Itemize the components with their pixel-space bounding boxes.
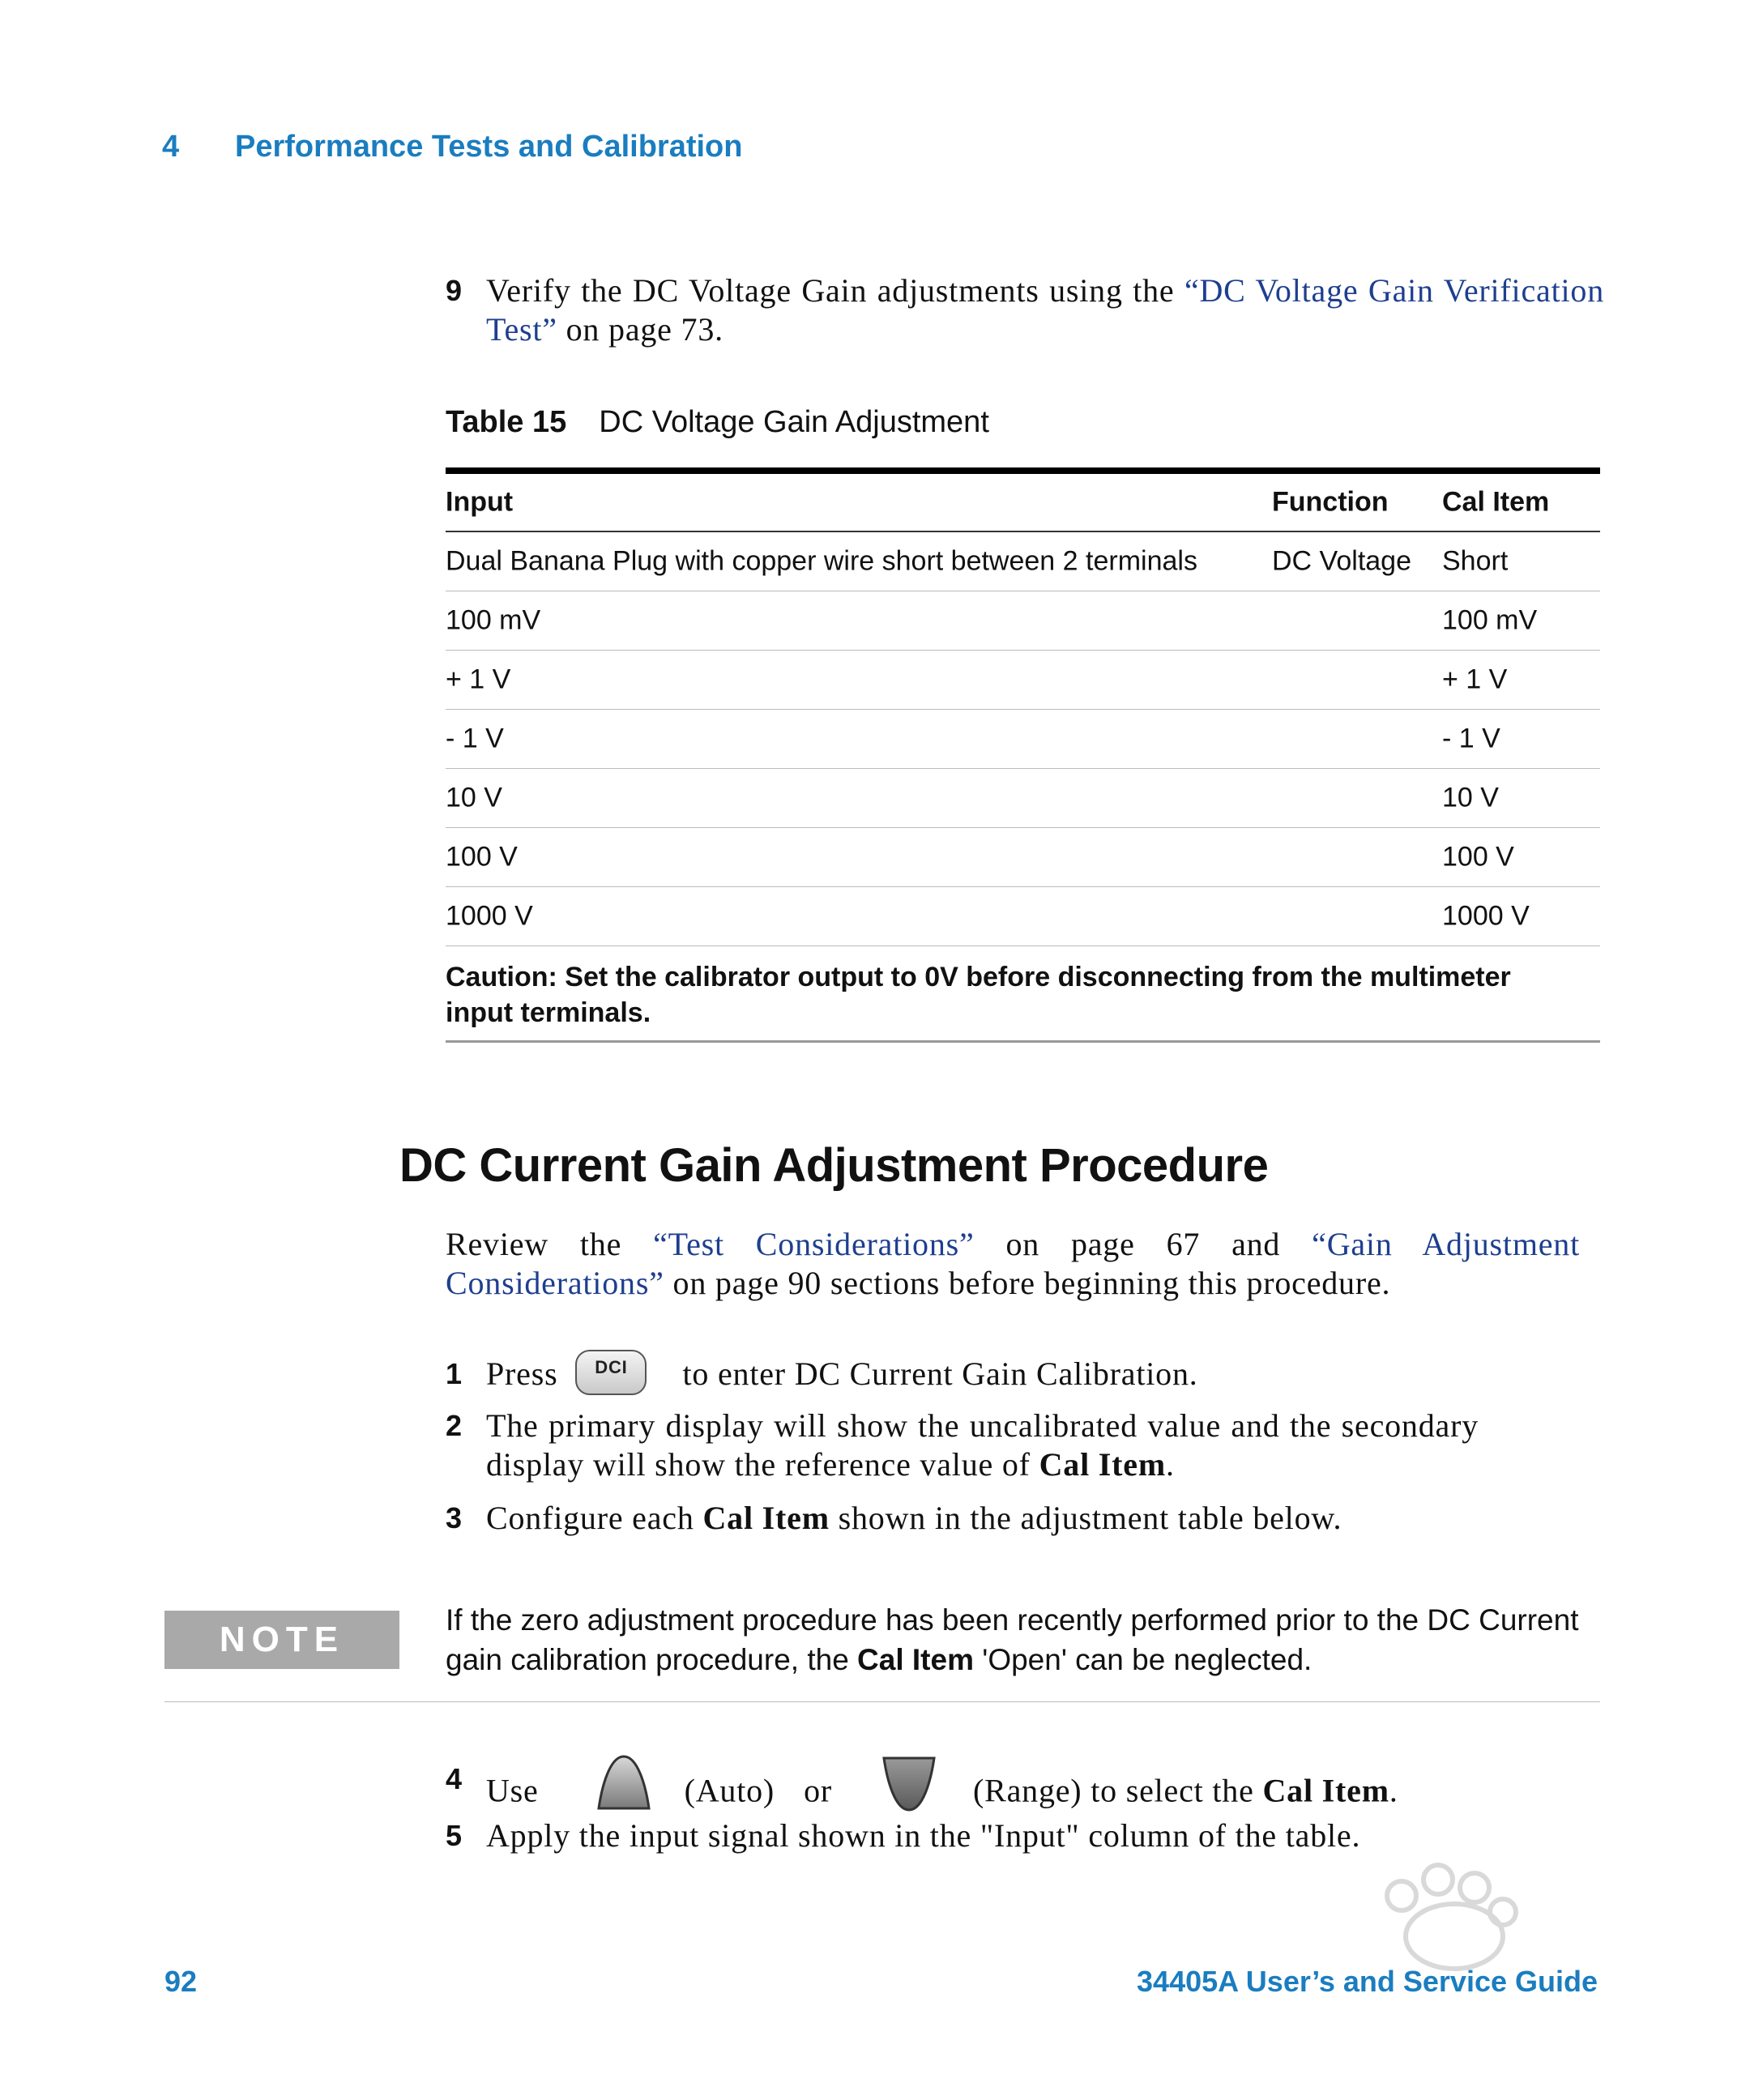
dc-voltage-gain-table bbox=[446, 467, 1600, 1043]
step-text: Apply the input signal shown in the "Input" column of the table. bbox=[486, 1817, 1361, 1854]
cell-input: - 1 V bbox=[446, 723, 504, 754]
page-number: 92 bbox=[164, 1965, 198, 1998]
header-cal-item: Cal Item bbox=[1442, 486, 1550, 518]
step-3 bbox=[446, 1499, 1596, 1547]
cell-input: 10 V bbox=[446, 782, 502, 813]
section-heading: DC Current Gain Adjustment Procedure bbox=[399, 1139, 1269, 1192]
gain-adjustment-considerations-link[interactable]: “Gain Adjustment Considerations” bbox=[446, 1226, 1581, 1301]
table-row bbox=[446, 532, 1600, 591]
down-arrow-key-button[interactable] bbox=[881, 1753, 937, 1822]
table-row bbox=[446, 591, 1600, 651]
cell-cal-item: - 1 V bbox=[1442, 723, 1500, 754]
cell-cal-item: 10 V bbox=[1442, 782, 1499, 813]
table-row bbox=[446, 710, 1600, 769]
caution-text: Caution: Set the calibrator output to 0V before disconnecting from the multimeter input terminals. bbox=[446, 962, 1511, 1028]
table-caution-row bbox=[446, 946, 1600, 1043]
chapter-number: 4 bbox=[162, 130, 180, 164]
cell-input: Dual Banana Plug with copper wire short between 2 terminals bbox=[446, 545, 1197, 577]
cell-cal-item: 100 mV bbox=[1442, 604, 1538, 636]
dc-voltage-gain-verification-link[interactable]: “DC Voltage Gain Verification Test” bbox=[486, 272, 1604, 348]
step-number: 9 bbox=[446, 274, 463, 307]
intro-paragraph: Review the “Test Considerations” on page 67 and “Gain Adjustment Considerations” on page 90 sections before beginning this procedure. bbox=[446, 1226, 1581, 1301]
step-number: 2 bbox=[446, 1409, 463, 1442]
table-caption bbox=[446, 405, 989, 440]
header-function: Function bbox=[1272, 486, 1389, 518]
table-top-rule bbox=[446, 467, 1600, 474]
step-2 bbox=[446, 1406, 1596, 1488]
step-text: The primary display will show the uncalibrated value and the secondary display will show the reference value of Cal Item. bbox=[486, 1407, 1479, 1483]
cell-input: 100 mV bbox=[446, 604, 541, 636]
step-number: 1 bbox=[446, 1357, 463, 1390]
note-label: NOTE bbox=[164, 1611, 399, 1669]
step-number: 3 bbox=[446, 1501, 463, 1534]
cell-function: DC Voltage bbox=[1272, 545, 1411, 577]
note-divider bbox=[164, 1701, 1600, 1702]
table-row bbox=[446, 651, 1600, 710]
cell-cal-item: + 1 V bbox=[1442, 664, 1508, 695]
test-considerations-link[interactable]: “Test Considerations” bbox=[653, 1226, 975, 1262]
table-title: DC Voltage Gain Adjustment bbox=[599, 405, 989, 439]
up-arrow-key-button[interactable] bbox=[595, 1753, 652, 1822]
note-text: If the zero adjustment procedure has been recently performed prior to the DC Current gain calibration procedure, the Cal Item 'Open' can be neglected. bbox=[446, 1603, 1579, 1676]
step-text: Configure each Cal Item shown in the adjustment table below. bbox=[486, 1500, 1342, 1536]
table-label: Table 15 bbox=[446, 405, 567, 439]
cell-input: 1000 V bbox=[446, 900, 533, 932]
cell-input: + 1 V bbox=[446, 664, 511, 695]
step-4 bbox=[446, 1760, 1596, 1816]
cell-cal-item: Short bbox=[1442, 545, 1509, 577]
table-row bbox=[446, 769, 1600, 828]
step-text: Verify the DC Voltage Gain adjustments using the “DC Voltage Gain Verification Test” on page 73. bbox=[486, 272, 1604, 348]
step-text: Use (Auto) or (Range) to select the Cal Item. bbox=[486, 1760, 1637, 1829]
chapter-title: Performance Tests and Calibration bbox=[235, 130, 743, 164]
table-header-row bbox=[446, 474, 1600, 532]
down-arrow-icon bbox=[881, 1753, 937, 1813]
up-arrow-icon bbox=[595, 1753, 652, 1813]
cell-input: 100 V bbox=[446, 841, 518, 873]
cell-cal-item: 1000 V bbox=[1442, 900, 1530, 932]
step-1 bbox=[446, 1355, 1596, 1403]
dci-key-button[interactable]: DCI bbox=[575, 1350, 647, 1395]
step-9 bbox=[446, 271, 1604, 352]
cell-cal-item: 100 V bbox=[1442, 841, 1514, 873]
step-number: 5 bbox=[446, 1819, 463, 1852]
guide-title: 34405A User’s and Service Guide bbox=[1137, 1965, 1598, 1998]
header-input: Input bbox=[446, 486, 514, 518]
table-row bbox=[446, 887, 1600, 946]
table-row bbox=[446, 828, 1600, 887]
watermark-paw-logo bbox=[1248, 1847, 1669, 2042]
step-text: Press DCI to enter DC Current Gain Calibration. bbox=[486, 1355, 1604, 1400]
step-number: 4 bbox=[446, 1762, 463, 1795]
